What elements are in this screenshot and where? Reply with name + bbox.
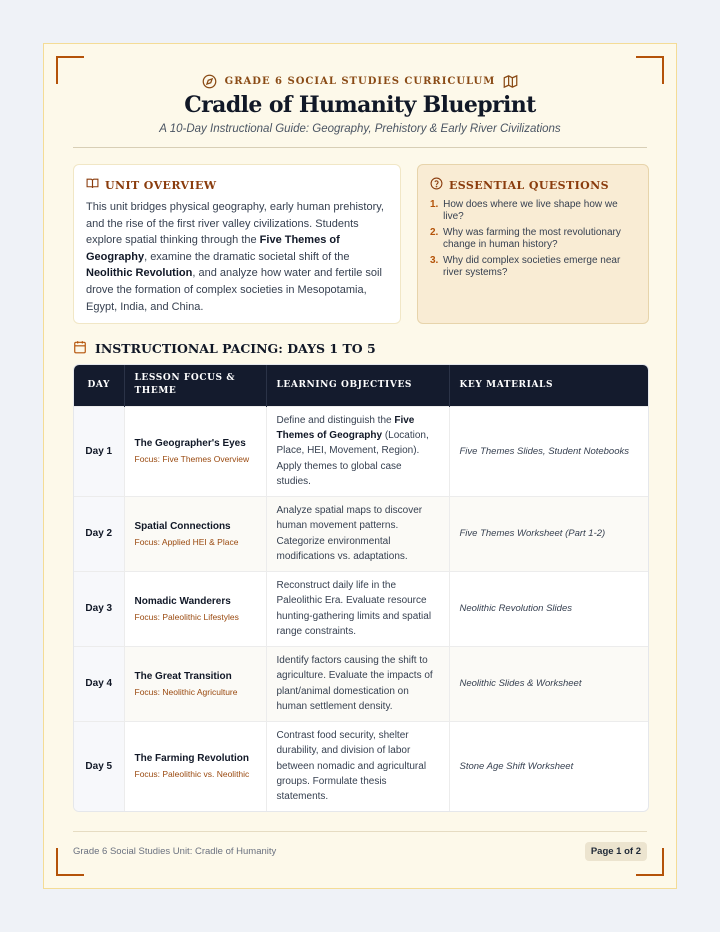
lesson-cell: Nomadic Wanderers Focus: Paleolithic Lifestyles: [124, 571, 266, 646]
materials-cell: Five Themes Slides, Student Notebooks: [449, 406, 649, 496]
day-cell: Day 3: [74, 571, 124, 646]
essential-questions-card: [417, 164, 649, 324]
question-list: [430, 199, 636, 279]
compass-icon: [202, 74, 217, 89]
essential-questions-heading: [430, 177, 636, 193]
pacing-title: INSTRUCTIONAL PACING: DAYS 1 TO 5: [95, 341, 376, 356]
objective-cell: Analyze spatial maps to discover human movement patterns. Categorize environmental modifications vs. adaptations.: [266, 496, 449, 571]
table-row: [74, 571, 649, 646]
unit-overview-heading: [86, 177, 388, 193]
table-row: [74, 721, 649, 811]
question-item: 1. How does where we live shape how we live?: [430, 199, 618, 222]
materials-cell: Stone Age Shift Worksheet: [449, 721, 649, 811]
page-title: Cradle of Humanity Blueprint: [184, 92, 536, 118]
objective-cell: Contrast food security, shelter durability, and division of labor between nomadic and agricultural groups. Formulate thesis statements.: [266, 721, 449, 811]
column-header-materials: KEY MATERIALS: [449, 365, 649, 406]
day-cell: Day 5: [74, 721, 124, 811]
question-item: 3. Why did complex societies emerge near river systems?: [430, 255, 621, 278]
lesson-cell: The Farming Revolution Focus: Paleolithic vs. Neolithic: [124, 721, 266, 811]
objective-cell: Identify factors causing the shift to agriculture. Evaluate the impacts of plant/animal domestication on human settlement density.: [266, 646, 449, 721]
materials-cell: Five Themes Worksheet (Part 1-2): [449, 496, 649, 571]
header-divider: [73, 147, 647, 148]
lesson-cell: The Great Transition Focus: Neolithic Agriculture: [124, 646, 266, 721]
column-header-lesson: LESSON FOCUS & THEME: [124, 365, 266, 406]
pacing-heading: [73, 340, 376, 357]
document-page: [43, 43, 677, 889]
materials-cell: Neolithic Revolution Slides: [449, 571, 649, 646]
kicker-label: GRADE 6 SOCIAL STUDIES CURRICULUM: [224, 76, 496, 87]
calendar-icon: [73, 340, 87, 357]
lesson-cell: Spatial Connections Focus: Applied HEI & Place: [124, 496, 266, 571]
page-subtitle: A 10-Day Instructional Guide: Geography, Prehistory & Early River Civilizations: [159, 123, 561, 135]
essential-questions-title: ESSENTIAL QUESTIONS: [449, 178, 609, 192]
curriculum-kicker: [44, 74, 676, 89]
table-row: [74, 496, 649, 571]
lesson-cell: The Geographer's Eyes Focus: Five Themes Overview: [124, 406, 266, 496]
day-cell: Day 2: [74, 496, 124, 571]
day-cell: Day 1: [74, 406, 124, 496]
table-header-row: [74, 365, 649, 406]
objective-cell: Reconstruct daily life in the Paleolithic Era. Evaluate resource hunting-gathering limits and spatial range constraints.: [266, 571, 449, 646]
footer-divider: [73, 831, 647, 832]
pacing-table: [73, 364, 649, 812]
objective-cell: Define and distinguish the Five Themes of Geography (Location, Place, HEI, Movement, Region). Apply themes to global case studies.: [266, 406, 449, 496]
question-item: 2. Why was farming the most revolutionary change in human history?: [430, 227, 621, 250]
unit-overview-title: UNIT OVERVIEW: [105, 178, 217, 192]
day-cell: Day 4: [74, 646, 124, 721]
column-header-objectives: LEARNING OBJECTIVES: [266, 365, 449, 406]
page-number-badge: Page 1 of 2: [585, 842, 647, 861]
book-icon: [86, 177, 99, 193]
materials-cell: Neolithic Slides & Worksheet: [449, 646, 649, 721]
table-row: [74, 406, 649, 496]
table-row: [74, 646, 649, 721]
unit-overview-card: [73, 164, 401, 324]
footer-caption: Grade 6 Social Studies Unit: Cradle of Humanity: [73, 846, 277, 857]
question-icon: [430, 177, 443, 193]
unit-overview-text: This unit bridges physical geography, early human prehistory, and the rise of the first river valley civilizations. Students explore spatial thinking through the Five Themes of Geography, examine the dramatic societal shift of the Neolithic Revolution, and analyze how water and fertile soil drove the formation of complex societies in Mesopotamia, Egypt, India, and China.: [86, 201, 384, 313]
column-header-day: DAY: [74, 365, 124, 406]
map-icon: [503, 74, 518, 89]
